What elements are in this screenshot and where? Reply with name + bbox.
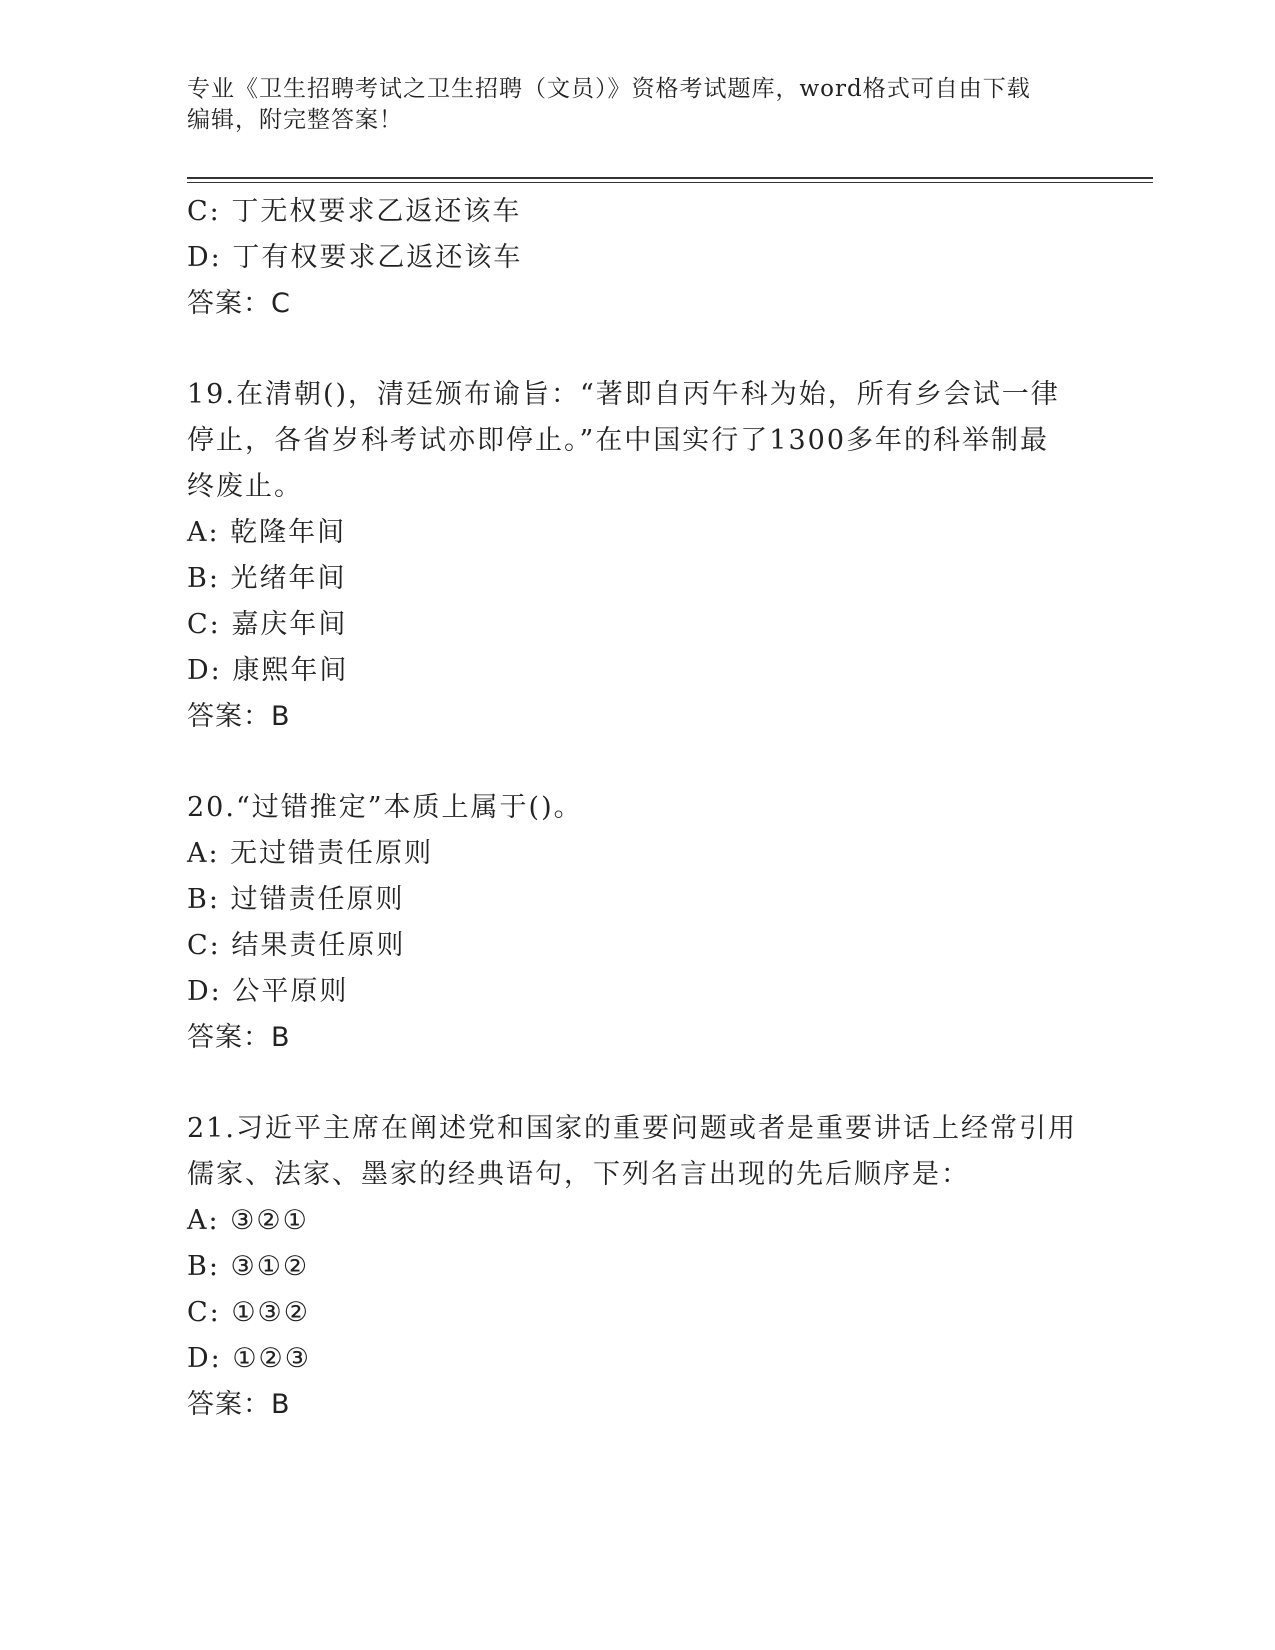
question-spacer	[187, 1061, 1087, 1106]
answer-line: 答案：B	[187, 701, 291, 732]
question-stem	[187, 1106, 1087, 1198]
option-c: C: 丁无权要求乙返还该车	[187, 196, 522, 227]
question-stem	[187, 785, 1087, 831]
header-line-1: 专业《卫生招聘考试之卫生招聘（文员）》资格考试题库，word格式可自由下载	[187, 76, 1031, 102]
stem-line: 儒家、法家、墨家的经典语句，下列名言出现的先后顺序是：	[187, 1159, 970, 1190]
option-b: B: 过错责任原则	[187, 884, 405, 915]
option-a: A: ③②①	[187, 1205, 309, 1236]
option-d: D: 康熙年间	[187, 655, 349, 686]
answer-line: 答案：C	[187, 288, 291, 319]
answer-line: 答案：B	[187, 1022, 291, 1053]
document-header	[187, 74, 1087, 136]
answer-line: 答案：B	[187, 1389, 291, 1420]
option-d: D: ①②③	[187, 1343, 311, 1374]
stem-line: 20.“过错推定”本质上属于()。	[187, 792, 583, 823]
question-list	[187, 189, 1087, 1428]
question-stem	[187, 372, 1087, 510]
question-spacer	[187, 327, 1087, 372]
question-spacer	[187, 740, 1087, 785]
option-b: B: 光绪年间	[187, 563, 347, 594]
question-19	[187, 372, 1087, 740]
option-c: C: ①③②	[187, 1297, 310, 1328]
header-divider-thick	[187, 177, 1153, 179]
stem-line: 19.在清朝()，清廷颁布谕旨：“著即自丙午科为始，所有乡会试一律	[187, 379, 1060, 410]
header-line-2: 编辑，附完整答案！	[187, 107, 403, 133]
question-18-continued	[187, 189, 1087, 327]
option-a: A: 乾隆年间	[187, 517, 347, 548]
option-d: D: 丁有权要求乙返还该车	[187, 242, 523, 273]
stem-line: 终废止。	[187, 471, 303, 502]
option-b: B: ③①②	[187, 1251, 310, 1282]
header-divider-thin	[187, 182, 1153, 183]
option-a: A: 无过错责任原则	[187, 838, 434, 869]
option-c: C: 嘉庆年间	[187, 609, 348, 640]
option-c: C: 结果责任原则	[187, 930, 406, 961]
option-d: D: 公平原则	[187, 976, 349, 1007]
stem-line: 停止，各省岁科考试亦即停止。”在中国实行了1300多年的科举制最	[187, 425, 1050, 456]
question-20	[187, 785, 1087, 1061]
question-21	[187, 1106, 1087, 1428]
stem-line: 21.习近平主席在阐述党和国家的重要问题或者是重要讲话上经常引用	[187, 1113, 1077, 1144]
